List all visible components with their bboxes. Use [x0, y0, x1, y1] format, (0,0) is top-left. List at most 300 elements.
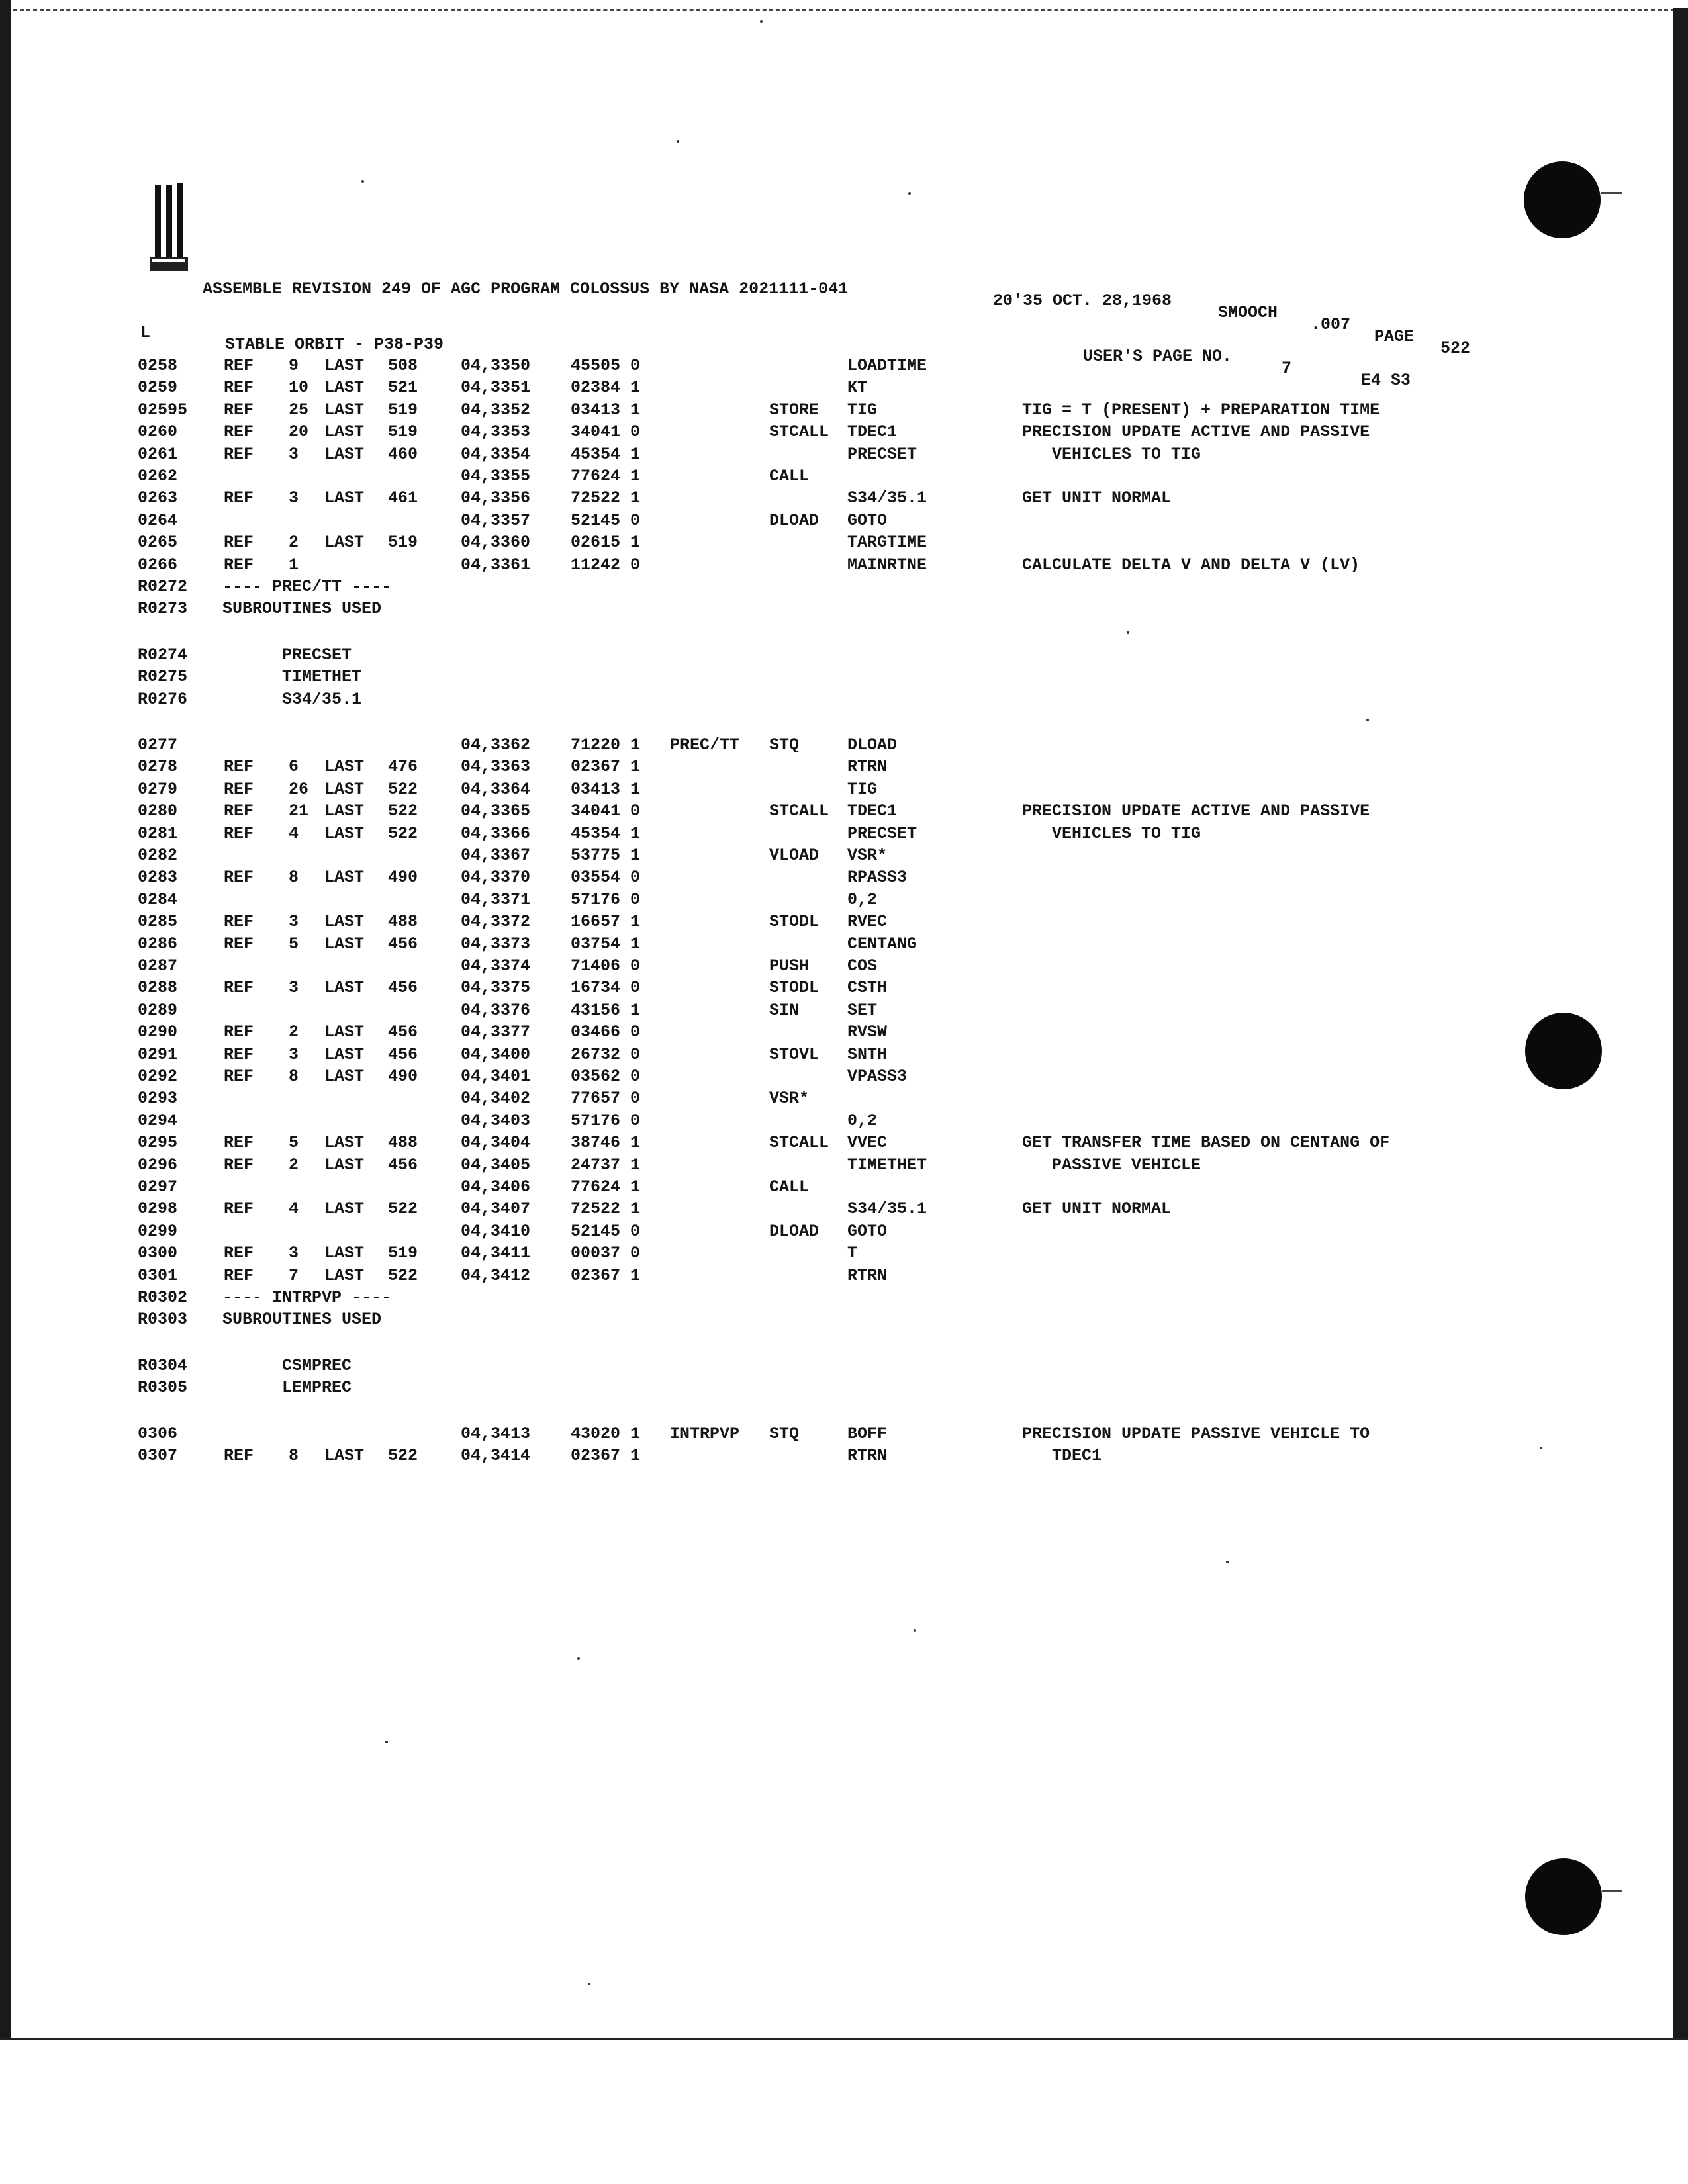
cell-operand: 0,2	[847, 1111, 878, 1130]
cell-word: 45354 1	[571, 823, 641, 843]
cell-line: 0277	[138, 735, 178, 754]
cell-addr: 04,3367	[461, 846, 531, 865]
page-label: PAGE	[1374, 327, 1415, 346]
cell-last: LAST	[324, 488, 365, 508]
cell-addr: 04,3412	[461, 1265, 531, 1285]
section-code: E4 S3	[1361, 371, 1411, 390]
cell-refnum: 6	[289, 757, 299, 777]
cell-ref: REF	[224, 533, 254, 553]
cell-line: 0292	[138, 1067, 178, 1086]
punch-hole-bottom	[1525, 1858, 1602, 1935]
cell-word: 24737 1	[571, 1155, 641, 1175]
cell-line: 0299	[138, 1221, 178, 1241]
cell-comment: CALCULATE DELTA V AND DELTA V (LV)	[1022, 555, 1360, 574]
cell-word: 26732 0	[571, 1044, 641, 1064]
cell-line: 0278	[138, 757, 178, 777]
cell-ref: REF	[224, 934, 254, 954]
cell-word: 00037 0	[571, 1244, 641, 1263]
cell-word: 34041 0	[571, 422, 641, 442]
cell-last: LAST	[324, 1067, 365, 1086]
cell-line: 0263	[138, 488, 178, 508]
cell-addr: 04,3356	[461, 488, 531, 508]
cell-word: 71220 1	[571, 735, 641, 754]
cell-addr: 04,3411	[461, 1244, 531, 1263]
cell-refnum: 2	[289, 1023, 299, 1042]
cell-refnum: 3	[289, 444, 299, 464]
cell-text: PRECSET	[222, 645, 352, 664]
cell-lastnum: 456	[388, 1155, 418, 1175]
cell-refnum: 5	[289, 1133, 299, 1153]
cell-line: 0298	[138, 1199, 178, 1219]
cell-lastnum: 460	[388, 444, 418, 464]
cell-word: 52145 0	[571, 510, 641, 530]
cell-lastnum: 490	[388, 1067, 418, 1086]
cell-refnum: 7	[289, 1265, 299, 1285]
cell-addr: 04,3351	[461, 378, 531, 398]
cell-addr: 04,3355	[461, 467, 531, 486]
cell-line: 0264	[138, 510, 178, 530]
cell-ref: REF	[224, 1265, 254, 1285]
cell-operand: COS	[847, 956, 878, 976]
cell-operand: RVSW	[847, 1023, 888, 1042]
cell-line: 0282	[138, 846, 178, 865]
cell-refnum: 8	[289, 868, 299, 887]
cell-ref: REF	[224, 1067, 254, 1086]
cell-line: 0293	[138, 1089, 178, 1109]
cell-addr: 04,3404	[461, 1133, 531, 1153]
scan-bottom-edge	[0, 2038, 1688, 2040]
cell-last: LAST	[324, 1244, 365, 1263]
cell-operand: VPASS3	[847, 1067, 908, 1086]
cell-word: 52145 0	[571, 1221, 641, 1241]
cell-line: 0306	[138, 1424, 178, 1443]
cell-addr: 04,3403	[461, 1111, 531, 1130]
cell-text: S34/35.1	[222, 689, 362, 709]
cell-comment: TDEC1	[1022, 1446, 1102, 1465]
cell-text: CSMPREC	[222, 1355, 352, 1375]
cell-refnum: 10	[289, 378, 309, 398]
scan-speck	[677, 140, 679, 143]
nasa-printout-logo-icon	[150, 183, 191, 275]
cell-line: 0294	[138, 1111, 178, 1130]
cell-addr: 04,3360	[461, 533, 531, 553]
cell-refnum: 3	[289, 488, 299, 508]
cell-word: 38746 1	[571, 1133, 641, 1153]
cell-operand: SET	[847, 1000, 878, 1020]
cell-op: VSR*	[769, 1089, 810, 1109]
cell-operand: GOTO	[847, 510, 888, 530]
cell-word: 72522 1	[571, 488, 641, 508]
cell-addr: 04,3401	[461, 1067, 531, 1086]
cell-refnum: 3	[289, 912, 299, 932]
cell-comment: PRECISION UPDATE PASSIVE VEHICLE TO	[1022, 1424, 1370, 1443]
cell-refnum: 25	[289, 400, 309, 420]
cell-ref: REF	[224, 488, 254, 508]
cell-line: 0307	[138, 1446, 178, 1465]
cell-word: 43156 1	[571, 1000, 641, 1020]
cell-operand: RVEC	[847, 912, 888, 932]
cell-operand: S34/35.1	[847, 1199, 927, 1219]
scan-speck	[908, 192, 911, 195]
cell-ref: REF	[224, 1044, 254, 1064]
scan-speck	[361, 180, 364, 183]
cell-text: LEMPREC	[222, 1378, 352, 1398]
cell-op: STQ	[769, 735, 800, 754]
cell-line: 0258	[138, 356, 178, 375]
cell-addr: 04,3414	[461, 1446, 531, 1465]
scan-top-edge	[0, 9, 1688, 11]
cell-word: 57176 0	[571, 889, 641, 909]
cell-addr: 04,3353	[461, 422, 531, 442]
cell-word: 57176 0	[571, 1111, 641, 1130]
cell-refnum: 20	[289, 422, 309, 442]
cell-line: 0285	[138, 912, 178, 932]
cell-lastnum: 456	[388, 1044, 418, 1064]
cell-addr: 04,3350	[461, 356, 531, 375]
cell-operand: T	[847, 1244, 858, 1263]
section-title: STABLE ORBIT - P38-P39	[225, 335, 444, 354]
cell-line: 0281	[138, 823, 178, 843]
cell-operand: S34/35.1	[847, 488, 927, 508]
cell-last: LAST	[324, 378, 365, 398]
cell-word: 16734 0	[571, 978, 641, 998]
cell-addr: 04,3377	[461, 1023, 531, 1042]
cell-word: 43020 1	[571, 1424, 641, 1443]
cell-refnum: 2	[289, 1155, 299, 1175]
cell-addr: 04,3352	[461, 400, 531, 420]
cell-last: LAST	[324, 444, 365, 464]
cell-last: LAST	[324, 912, 365, 932]
cell-addr: 04,3372	[461, 912, 531, 932]
cell-operand: TARGTIME	[847, 533, 927, 553]
cell-operand: GOTO	[847, 1221, 888, 1241]
cell-lastnum: 461	[388, 488, 418, 508]
cell-ref: REF	[224, 1155, 254, 1175]
cell-operand: 0,2	[847, 889, 878, 909]
cell-last: LAST	[324, 1023, 365, 1042]
cell-lastnum: 488	[388, 912, 418, 932]
cell-ref: REF	[224, 1023, 254, 1042]
cell-operand: CSTH	[847, 978, 888, 998]
cell-op: STOVL	[769, 1044, 820, 1064]
cell-word: 02367 1	[571, 1265, 641, 1285]
cell-op: CALL	[769, 467, 810, 486]
cell-text: SUBROUTINES USED	[222, 599, 382, 619]
cell-op: STCALL	[769, 422, 829, 442]
cell-line: 0295	[138, 1133, 178, 1153]
cell-text: SUBROUTINES USED	[222, 1310, 382, 1330]
user-code: .007	[1311, 315, 1351, 334]
user-name: SMOOCH	[1218, 303, 1278, 322]
cell-lastnum: 490	[388, 868, 418, 887]
cell-line: 0261	[138, 444, 178, 464]
cell-refnum: 3	[289, 1244, 299, 1263]
cell-text: ---- INTRPVP ----	[222, 1288, 392, 1307]
punch-tick-top	[1601, 192, 1622, 194]
scan-speck	[760, 20, 763, 23]
cell-op: PUSH	[769, 956, 810, 976]
cell-operand: TDEC1	[847, 801, 898, 821]
cell-operand: TIG	[847, 400, 878, 420]
cell-ref: REF	[224, 868, 254, 887]
cell-addr: 04,3406	[461, 1177, 531, 1197]
cell-addr: 04,3413	[461, 1424, 531, 1443]
cell-comment: PRECISION UPDATE ACTIVE AND PASSIVE	[1022, 801, 1370, 821]
cell-comment: PASSIVE VEHICLE	[1022, 1155, 1201, 1175]
cell-ref: REF	[224, 1446, 254, 1465]
cell-addr: 04,3366	[461, 823, 531, 843]
cell-operand: TIMETHET	[847, 1155, 927, 1175]
cell-lastnum: 522	[388, 1446, 418, 1465]
cell-word: 03754 1	[571, 934, 641, 954]
cell-operand: KT	[847, 378, 868, 398]
cell-operand: RTRN	[847, 1265, 888, 1285]
cell-text: TIMETHET	[222, 667, 362, 687]
cell-line: 0259	[138, 378, 178, 398]
punch-hole-middle	[1525, 1013, 1602, 1089]
cell-line: R0304	[138, 1355, 188, 1375]
cell-comment: VEHICLES TO TIG	[1022, 823, 1201, 843]
cell-word: 03466 0	[571, 1023, 641, 1042]
cell-op: STODL	[769, 978, 820, 998]
cell-comment: VEHICLES TO TIG	[1022, 444, 1201, 464]
users-page-label: USER'S PAGE NO.	[1083, 347, 1233, 366]
cell-comment: PRECISION UPDATE ACTIVE AND PASSIVE	[1022, 422, 1370, 442]
cell-ref: REF	[224, 1244, 254, 1263]
scan-speck	[588, 1983, 590, 1985]
cell-operand: BOFF	[847, 1424, 888, 1443]
cell-operand: MAINRTNE	[847, 555, 927, 574]
cell-ref: REF	[224, 912, 254, 932]
cell-line: 0296	[138, 1155, 178, 1175]
cell-line: R0302	[138, 1288, 188, 1307]
users-page-number: 7	[1282, 359, 1292, 378]
cell-last: LAST	[324, 934, 365, 954]
cell-lastnum: 508	[388, 356, 418, 375]
cell-op: STCALL	[769, 1133, 829, 1153]
cell-last: LAST	[324, 823, 365, 843]
cell-line: 0262	[138, 467, 178, 486]
cell-operand: RTRN	[847, 1446, 888, 1465]
cell-word: 03413 1	[571, 779, 641, 799]
cell-word: 02615 1	[571, 533, 641, 553]
cell-ref: REF	[224, 422, 254, 442]
cell-op: VLOAD	[769, 846, 820, 865]
cell-line: 0290	[138, 1023, 178, 1042]
cell-addr: 04,3407	[461, 1199, 531, 1219]
scan-speck	[385, 1741, 388, 1743]
cell-word: 16657 1	[571, 912, 641, 932]
cell-line: R0276	[138, 689, 188, 709]
program-identifier: ASSEMBLE REVISION 249 OF AGC PROGRAM COLOSSUS BY NASA 2021111-041	[203, 279, 849, 298]
cell-ref: REF	[224, 555, 254, 574]
cell-addr: 04,3357	[461, 510, 531, 530]
cell-ref: REF	[224, 823, 254, 843]
cell-word: 45354 1	[571, 444, 641, 464]
cell-addr: 04,3374	[461, 956, 531, 976]
cell-line: 0260	[138, 422, 178, 442]
cell-comment: GET TRANSFER TIME BASED ON CENTANG OF	[1022, 1133, 1390, 1153]
cell-addr: 04,3405	[461, 1155, 531, 1175]
cell-refnum: 26	[289, 779, 309, 799]
cell-op: STQ	[769, 1424, 800, 1443]
page-number: 522	[1440, 339, 1471, 358]
scan-right-edge	[1673, 8, 1688, 2038]
cell-refnum: 1	[289, 555, 299, 574]
cell-addr: 04,3362	[461, 735, 531, 754]
cell-operand: VVEC	[847, 1133, 888, 1153]
cell-lastnum: 522	[388, 1265, 418, 1285]
cell-refnum: 4	[289, 1199, 299, 1219]
cell-last: LAST	[324, 978, 365, 998]
cell-word: 72522 1	[571, 1199, 641, 1219]
cell-addr: 04,3375	[461, 978, 531, 998]
cell-word: 45505 0	[571, 356, 641, 375]
cell-lastnum: 519	[388, 400, 418, 420]
cell-last: LAST	[324, 1133, 365, 1153]
cell-ref: REF	[224, 978, 254, 998]
cell-ref: REF	[224, 1199, 254, 1219]
cell-line: 0286	[138, 934, 178, 954]
scan-speck	[1366, 719, 1369, 721]
cell-lastnum: 522	[388, 1199, 418, 1219]
cell-lastnum: 519	[388, 1244, 418, 1263]
cell-lastnum: 456	[388, 978, 418, 998]
cell-operand: LOADTIME	[847, 356, 927, 375]
cell-operand: CENTANG	[847, 934, 917, 954]
cell-operand: SNTH	[847, 1044, 888, 1064]
cell-ref: REF	[224, 1133, 254, 1153]
cell-ref: REF	[224, 757, 254, 777]
cell-line: 0301	[138, 1265, 178, 1285]
cell-addr: 04,3354	[461, 444, 531, 464]
punch-hole-top	[1524, 161, 1601, 238]
cell-word: 53775 1	[571, 846, 641, 865]
cell-refnum: 9	[289, 356, 299, 375]
cell-ref: REF	[224, 400, 254, 420]
cell-operand: PRECSET	[847, 444, 917, 464]
cell-lastnum: 456	[388, 934, 418, 954]
cell-line: R0273	[138, 599, 188, 619]
cell-line: R0275	[138, 667, 188, 687]
cell-addr: 04,3364	[461, 779, 531, 799]
cell-addr: 04,3410	[461, 1221, 531, 1241]
cell-last: LAST	[324, 1446, 365, 1465]
cell-label: INTRPVP	[670, 1424, 740, 1443]
cell-word: 03562 0	[571, 1067, 641, 1086]
cell-addr: 04,3400	[461, 1044, 531, 1064]
cell-last: LAST	[324, 868, 365, 887]
cell-line: 0279	[138, 779, 178, 799]
cell-refnum: 4	[289, 823, 299, 843]
scan-speck	[1127, 631, 1129, 634]
cell-last: LAST	[324, 1265, 365, 1285]
cell-ref: REF	[224, 444, 254, 464]
cell-refnum: 8	[289, 1446, 299, 1465]
cell-lastnum: 522	[388, 801, 418, 821]
cell-last: LAST	[324, 400, 365, 420]
cell-addr: 04,3361	[461, 555, 531, 574]
cell-line: 0284	[138, 889, 178, 909]
cell-lastnum: 522	[388, 779, 418, 799]
cell-word: 77657 0	[571, 1089, 641, 1109]
cell-line: R0303	[138, 1310, 188, 1330]
cell-lastnum: 476	[388, 757, 418, 777]
cell-op: STORE	[769, 400, 820, 420]
cell-word: 11242 0	[571, 555, 641, 574]
cell-last: LAST	[324, 533, 365, 553]
cell-label: PREC/TT	[670, 735, 740, 754]
cell-word: 77624 1	[571, 467, 641, 486]
cell-last: LAST	[324, 1044, 365, 1064]
cell-lastnum: 519	[388, 533, 418, 553]
scan-speck	[1540, 1447, 1542, 1449]
cell-line: 0280	[138, 801, 178, 821]
cell-line: 02595	[138, 400, 188, 420]
cell-addr: 04,3363	[461, 757, 531, 777]
cell-addr: 04,3376	[461, 1000, 531, 1020]
cell-comment: TIG = T (PRESENT) + PREPARATION TIME	[1022, 400, 1380, 420]
cell-word: 34041 0	[571, 801, 641, 821]
cell-operand: DLOAD	[847, 735, 898, 754]
cell-op: STCALL	[769, 801, 829, 821]
cell-refnum: 21	[289, 801, 309, 821]
scan-speck	[577, 1657, 580, 1660]
cell-text: ---- PREC/TT ----	[222, 577, 392, 596]
cell-ref: REF	[224, 779, 254, 799]
cell-operand: TDEC1	[847, 422, 898, 442]
print-timestamp: 20'35 OCT. 28,1968	[993, 291, 1172, 310]
cell-operand: VSR*	[847, 846, 888, 865]
cell-addr: 04,3402	[461, 1089, 531, 1109]
cell-refnum: 3	[289, 1044, 299, 1064]
cell-lastnum: 521	[388, 378, 418, 398]
cell-line: 0288	[138, 978, 178, 998]
cell-line: 0289	[138, 1000, 178, 1020]
cell-line: 0287	[138, 956, 178, 976]
cell-comment: GET UNIT NORMAL	[1022, 1199, 1172, 1219]
cell-word: 02367 1	[571, 757, 641, 777]
cell-lastnum: 488	[388, 1133, 418, 1153]
cell-last: LAST	[324, 1155, 365, 1175]
cell-word: 77624 1	[571, 1177, 641, 1197]
listing-flag: L	[140, 323, 151, 342]
cell-addr: 04,3370	[461, 868, 531, 887]
cell-operand: PRECSET	[847, 823, 917, 843]
cell-word: 03554 0	[571, 868, 641, 887]
cell-operand: RTRN	[847, 757, 888, 777]
cell-last: LAST	[324, 356, 365, 375]
cell-refnum: 5	[289, 934, 299, 954]
scan-speck	[914, 1629, 916, 1632]
cell-line: 0265	[138, 533, 178, 553]
cell-op: DLOAD	[769, 510, 820, 530]
cell-op: SIN	[769, 1000, 800, 1020]
cell-op: DLOAD	[769, 1221, 820, 1241]
cell-ref: REF	[224, 356, 254, 375]
cell-addr: 04,3365	[461, 801, 531, 821]
cell-line: R0272	[138, 577, 188, 596]
cell-operand: RPASS3	[847, 868, 908, 887]
cell-line: R0305	[138, 1378, 188, 1398]
cell-lastnum: 519	[388, 422, 418, 442]
cell-ref: REF	[224, 801, 254, 821]
cell-refnum: 2	[289, 533, 299, 553]
cell-word: 71406 0	[571, 956, 641, 976]
cell-line: 0300	[138, 1244, 178, 1263]
cell-lastnum: 456	[388, 1023, 418, 1042]
cell-last: LAST	[324, 801, 365, 821]
